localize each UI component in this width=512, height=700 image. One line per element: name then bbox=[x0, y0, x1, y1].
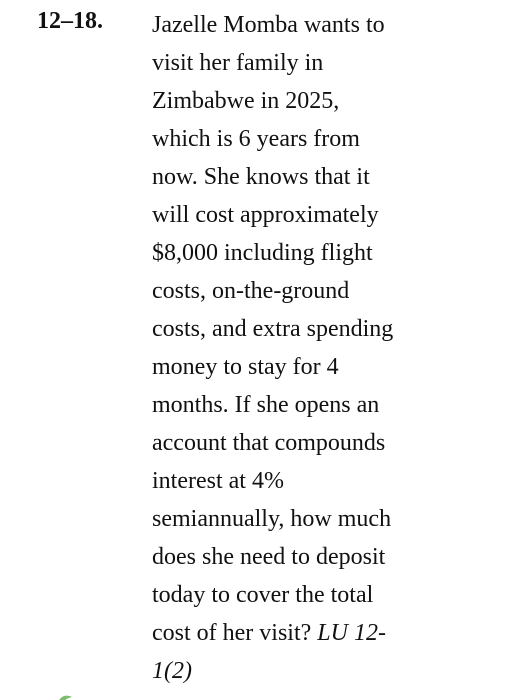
learning-unit-reference-continued: 1(2) bbox=[152, 658, 192, 684]
problem-line-text: cost of her visit? bbox=[152, 620, 312, 646]
corner-leaf-icon bbox=[56, 690, 74, 700]
problem-line: costs, on-the-ground bbox=[152, 278, 350, 304]
problem-line: costs, and extra spending bbox=[152, 316, 394, 342]
learning-unit-reference: LU 12- bbox=[317, 620, 386, 646]
problem-line: months. If she opens an bbox=[152, 392, 380, 418]
problem-line: $8,000 including flight bbox=[152, 240, 373, 266]
corner-leaf-icon-svg bbox=[56, 693, 74, 700]
problem-line: will cost approximately bbox=[152, 202, 379, 228]
problem-line: interest at 4% bbox=[152, 468, 284, 494]
problem-number: 12–18. bbox=[37, 8, 103, 34]
problem-line: Zimbabwe in 2025, bbox=[152, 88, 340, 114]
problem-line-last bbox=[152, 614, 492, 652]
problem-line: money to stay for 4 bbox=[152, 354, 339, 380]
problem-line: Jazelle Momba wants to bbox=[152, 12, 385, 38]
problem-line: semiannually, how much bbox=[152, 506, 392, 532]
problem-text bbox=[152, 6, 492, 690]
problem-line: account that compounds bbox=[152, 430, 386, 456]
problem-line: which is 6 years from bbox=[152, 126, 360, 152]
problem-line: today to cover the total bbox=[152, 582, 374, 608]
problem-line: visit her family in bbox=[152, 50, 324, 76]
problem-line: now. She knows that it bbox=[152, 164, 370, 190]
problem-line: does she need to deposit bbox=[152, 544, 386, 570]
